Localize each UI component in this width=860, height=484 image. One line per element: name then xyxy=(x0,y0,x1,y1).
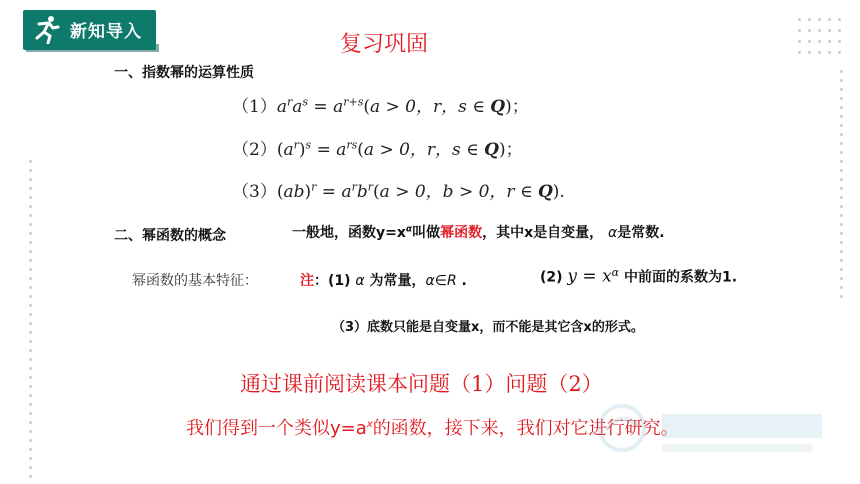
formula-1-cond-prefix: ( xyxy=(363,97,370,117)
line-dot xyxy=(29,169,32,172)
line-dot xyxy=(29,385,32,388)
grid-dot xyxy=(838,18,841,21)
grid-dot xyxy=(798,18,801,21)
line-dot xyxy=(29,358,32,361)
section2-title: 二、幂函数的概念 xyxy=(114,228,226,244)
grid-dot xyxy=(798,40,801,43)
line-dot xyxy=(840,124,843,127)
line-dot xyxy=(840,70,843,73)
formula-2-label: （2） xyxy=(232,140,277,160)
def-part1: 一般地，函数y=x xyxy=(292,225,406,241)
line-dot xyxy=(29,466,32,469)
line-dot xyxy=(29,196,32,199)
line-dot xyxy=(29,160,32,163)
formula-1: $(1)a^ra^s = a^{r+s}(a > 0$，r，s ∈ Q)； xyxy=(232,95,529,117)
grid-dot xyxy=(828,40,831,43)
line-dot xyxy=(29,313,32,316)
line-dot xyxy=(29,205,32,208)
line-dot xyxy=(840,214,843,217)
line-dot xyxy=(840,160,843,163)
line-dot xyxy=(840,133,843,136)
line-dot xyxy=(29,394,32,397)
grid-dot xyxy=(838,40,841,43)
line-dot xyxy=(29,268,32,271)
reading-line: 通过课前阅读课本问题（1）问题（2） xyxy=(240,372,603,396)
line-dot xyxy=(29,349,32,352)
line-dot xyxy=(840,223,843,226)
note1-alpha: α xyxy=(355,273,365,289)
grid-dot xyxy=(838,51,841,54)
note-3: （3）底数只能是自变量x，而不能是其它含x的形式。 xyxy=(332,320,644,335)
power-function-definition xyxy=(292,222,665,242)
runner-icon xyxy=(31,14,61,44)
line-dot xyxy=(29,214,32,217)
line-dot xyxy=(840,106,843,109)
result-sup: x xyxy=(366,419,373,430)
formula-3-cond: a > 0，b > 0，r ∈ xyxy=(379,182,538,202)
line-dot xyxy=(29,277,32,280)
review-title: 复习巩固 xyxy=(340,32,429,57)
line-dot xyxy=(840,169,843,172)
grid-dot xyxy=(808,18,811,21)
result-b: 的函数，接下来，我们对它进行研究。 xyxy=(372,418,679,439)
line-dot xyxy=(840,88,843,91)
line-dot xyxy=(29,331,32,334)
note1-c: α∈R xyxy=(425,273,457,289)
line-dot xyxy=(29,475,32,478)
grid-dot xyxy=(828,18,831,21)
line-dot xyxy=(840,97,843,100)
line-dot xyxy=(29,259,32,262)
note1-d: . xyxy=(456,273,467,289)
formula-3-set: Q xyxy=(537,182,553,202)
line-dot xyxy=(29,430,32,433)
line-dot xyxy=(29,250,32,253)
def-part2: 叫做 xyxy=(412,225,441,241)
line-dot xyxy=(29,304,32,307)
grid-dot xyxy=(818,51,821,54)
line-dot xyxy=(29,223,32,226)
note2-b: 中前面的系数为1. xyxy=(619,269,738,286)
line-dot xyxy=(840,250,843,253)
def-alpha: α xyxy=(607,225,618,241)
features-label: 幂函数的基本特征： xyxy=(132,273,258,289)
formula-3-cond-suffix: ). xyxy=(552,182,565,202)
section1-title: 一、指数幂的运算性质 xyxy=(114,65,254,81)
line-dot xyxy=(29,448,32,451)
line-dot xyxy=(840,268,843,271)
line-dot xyxy=(840,151,843,154)
note2-a: (2) xyxy=(540,269,568,286)
note-1 xyxy=(300,270,467,290)
def-part4: 是常数. xyxy=(617,225,665,241)
formula-3-label: （3） xyxy=(232,182,277,202)
formula-1-cond: a > 0，r，s ∈ xyxy=(370,97,491,117)
grid-dot xyxy=(798,51,801,54)
def-sup: α xyxy=(405,224,413,235)
line-dot xyxy=(840,178,843,181)
grid-dot xyxy=(808,51,811,54)
line-dot xyxy=(29,286,32,289)
line-dot xyxy=(840,115,843,118)
line-dot xyxy=(29,367,32,370)
line-dot xyxy=(29,421,32,424)
badge-title: 新知导入 xyxy=(70,22,142,42)
line-dot xyxy=(29,178,32,181)
line-dot xyxy=(840,205,843,208)
formula-2-cond-suffix: )； xyxy=(498,140,523,160)
line-dot xyxy=(840,259,843,262)
line-dot xyxy=(29,187,32,190)
line-dot xyxy=(840,142,843,145)
line-dot xyxy=(29,322,32,325)
grid-dot xyxy=(818,40,821,43)
line-dot xyxy=(29,457,32,460)
line-dot xyxy=(29,412,32,415)
grid-dot xyxy=(828,51,831,54)
grid-dot xyxy=(838,29,841,32)
formula-1-set: Q xyxy=(490,97,506,117)
line-dot xyxy=(29,340,32,343)
grid-dot xyxy=(798,29,801,32)
grid-dot xyxy=(818,18,821,21)
note2-formula: y = x xyxy=(567,266,612,287)
grid-dot xyxy=(828,29,831,32)
note1-b: 为常量， xyxy=(364,273,426,289)
def-part3: ，其中x是自变量， xyxy=(482,225,604,241)
line-dot xyxy=(29,295,32,298)
result-a: 我们得到一个类似y=a xyxy=(186,418,367,439)
line-dot xyxy=(29,403,32,406)
formula-2: $(2)(a^r)^s = a^{rs}(a > 0$，r，s ∈ Q)； xyxy=(232,138,523,160)
note1-a: ：(1) xyxy=(314,273,356,289)
grid-dot xyxy=(808,29,811,32)
line-dot xyxy=(29,232,32,235)
grid-dot xyxy=(818,29,821,32)
line-dot xyxy=(840,232,843,235)
line-dot xyxy=(840,196,843,199)
def-red-term: 幂函数 xyxy=(440,225,483,241)
line-dot xyxy=(840,241,843,244)
line-dot xyxy=(840,295,843,298)
line-dot xyxy=(840,286,843,289)
line-dot xyxy=(840,79,843,82)
note-2 xyxy=(540,266,737,287)
line-dot xyxy=(29,241,32,244)
formula-2-set: Q xyxy=(484,140,499,160)
line-dot xyxy=(29,439,32,442)
grid-dot xyxy=(808,40,811,43)
watermark-logo xyxy=(592,400,832,460)
line-dot xyxy=(840,277,843,280)
formula-3: $(3)(ab)^r = a^rb^r(a > 0$，b > 0，r ∈ Q). xyxy=(232,180,565,202)
formula-1-label: （1） xyxy=(232,97,277,117)
formula-1-cond-suffix: )； xyxy=(505,97,529,117)
formula-2-cond: a > 0，r，s ∈ xyxy=(363,140,485,160)
line-dot xyxy=(840,187,843,190)
note2-sup: α xyxy=(611,266,620,279)
note-red: 注 xyxy=(300,273,314,289)
line-dot xyxy=(29,376,32,379)
